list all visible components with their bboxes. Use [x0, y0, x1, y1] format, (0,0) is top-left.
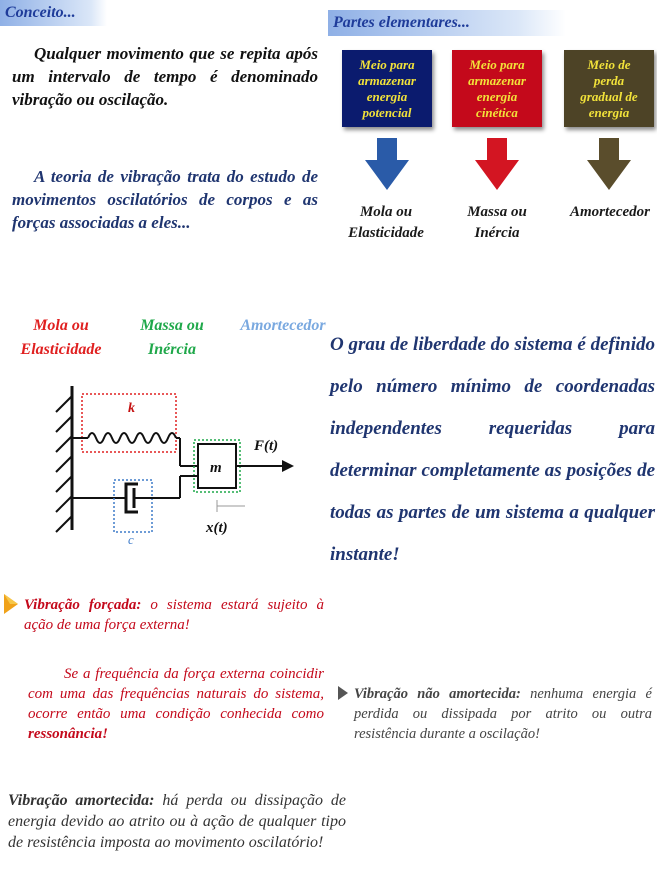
m-label: m: [210, 460, 222, 476]
concept-header: Conceito...: [0, 0, 107, 26]
kinetic-energy-box: Meio para armazenar energia cinética: [452, 50, 542, 127]
elementary-parts-header: Partes elementares...: [328, 10, 566, 36]
c-label: c: [128, 532, 134, 547]
forced-bullet-arrow-icon: [2, 592, 20, 616]
diagram-label-spring: Mola ou Elasticidade: [20, 317, 102, 358]
undamped-vibration-note: Vibração não amortecida: nenhuma energia é perdida ou dissipada por atrito ou outra resistência durante a oscilação!: [354, 686, 652, 742]
down-arrow-blue-icon: [365, 138, 409, 190]
wall-hatch: [56, 396, 72, 532]
down-arrow-red-icon: [475, 138, 519, 190]
mass-spring-damper-diagram: [40, 380, 310, 560]
diagram-label-mass: Massa ou Inércia: [140, 317, 204, 358]
caption-spring: Mola ou Elasticidade: [348, 204, 424, 241]
k-label: k: [128, 401, 135, 416]
potential-energy-box: Meio para armazenar energia potencial: [342, 50, 432, 127]
spring-coil: [88, 433, 176, 443]
theory-paragraph: A teoria de vibração trata do estudo de movimentos oscilatórios de corpos e as forças associadas a eles...: [12, 167, 318, 232]
energy-loss-box: Meio de perda gradual de energia: [564, 50, 654, 127]
caption-mass: Massa ou Inércia: [467, 204, 527, 241]
forced-vibration-note: Vibração forçada: o sistema estará sujeito à ação de uma força externa!: [24, 597, 325, 633]
definition-paragraph: Qualquer movimento que se repita após um intervalo de tempo é denominado vibração ou oscilação.: [12, 44, 318, 109]
degree-of-freedom-text: O grau de liberdade do sistema é definido pelo número mínimo de coordenadas independentes requeridas para determinar completamente as posições de todas as partes de um sistema a qualquer instante!: [330, 334, 655, 565]
down-arrow-brown-icon: [587, 138, 631, 190]
displacement-label: x(t): [206, 520, 228, 536]
diagram-label-damper: Amortecedor: [240, 317, 326, 334]
force-arrow-head: [282, 460, 294, 472]
caption-damper: Amortecedor: [570, 204, 650, 220]
undamped-bullet-arrow-icon: [336, 684, 350, 702]
arrows-row: [330, 136, 650, 196]
force-label: F(t): [254, 438, 279, 454]
resonance-note: Se a frequência da força externa coincidir com uma das frequências naturais do sistema, ocorre então uma condição conhecida como ressonância!: [28, 666, 324, 742]
damped-vibration-note: Vibração amortecida: há perda ou dissipação de energia devido ao atrito ou à ação de qualquer tipo de resistência imposta ao movimento oscilatório!: [8, 792, 346, 851]
